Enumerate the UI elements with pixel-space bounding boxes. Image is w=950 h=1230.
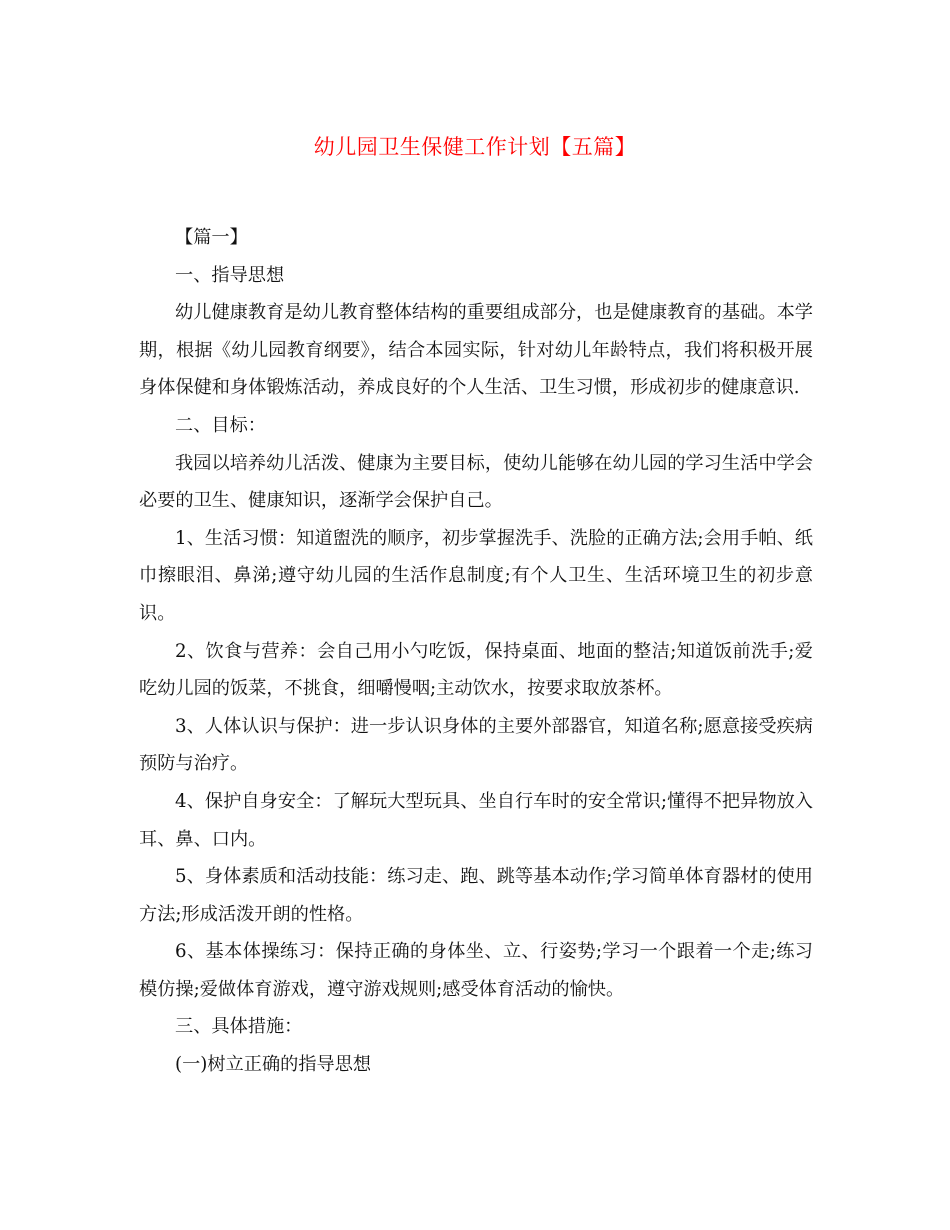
paragraph-diet-nutrition: 2、饮食与营养：会自己用小勺吃饭，保持桌面、地面的整洁;知道饭前洗手;爱吃幼儿园的饭菜，不挑食，细嚼慢咽;主动饮水，按要求取放茶杯。 — [139, 640, 813, 700]
document-title: 幼儿园卫生保健工作计划【五篇】 — [313, 135, 637, 159]
paragraph-gymnastics: 6、基本体操练习：保持正确的身体坐、立、行姿势;学习一个跟着一个走;练习模仿操;爱做体育游戏，遵守游戏规则;感受体育活动的愉快。 — [139, 941, 813, 1000]
paragraph-self-safety: 4、保护自身安全：了解玩大型玩具、坐自行车时的安全常识;懂得不把异物放入耳、鼻、口内。 — [139, 790, 813, 850]
subheading-correct-thinking: (一)树立正确的指导思想 — [175, 1054, 372, 1076]
paragraph-body-awareness: 3、人体认识与保护：进一步认识身体的主要外部器官，知道名称;愿意接受疾病预防与治疗。 — [139, 715, 813, 775]
heading-goals: 二、目标： — [175, 414, 266, 436]
document-body — [139, 219, 813, 1084]
paragraph-main-goal: 我园以培养幼儿活泼、健康为主要目标，使幼儿能够在幼儿园的学习生活中学会必要的卫生、健康知识，逐渐学会保护自己。 — [139, 452, 813, 512]
heading-specific-measures: 三、具体措施： — [175, 1016, 303, 1038]
paragraph-health-education: 幼儿健康教育是幼儿教育整体结构的重要组成部分，也是健康教育的基础。本学期，根据《幼儿园教育纲要》，结合本园实际，针对幼儿年龄特点，我们将积极开展身体保健和身体锻炼活动，养成良好的个人生活、卫生习惯，形成初步的健康意识. — [139, 302, 813, 399]
paragraph-physical-skills: 5、身体素质和活动技能：练习走、跑、跳等基本动作;学习简单体育器材的使用方法;形成活泼开朗的性格。 — [139, 866, 813, 925]
paragraph-living-habits: 1、生活习惯：知道盥洗的顺序，初步掌握洗手、洗脸的正确方法;会用手帕、纸巾擦眼泪、鼻涕;遵守幼儿园的生活作息制度;有个人卫生、生活环境卫生的初步意识。 — [139, 527, 813, 624]
section-heading-part-one: 【篇一】 — [175, 227, 248, 248]
heading-guiding-thought: 一、指导思想 — [175, 264, 285, 286]
